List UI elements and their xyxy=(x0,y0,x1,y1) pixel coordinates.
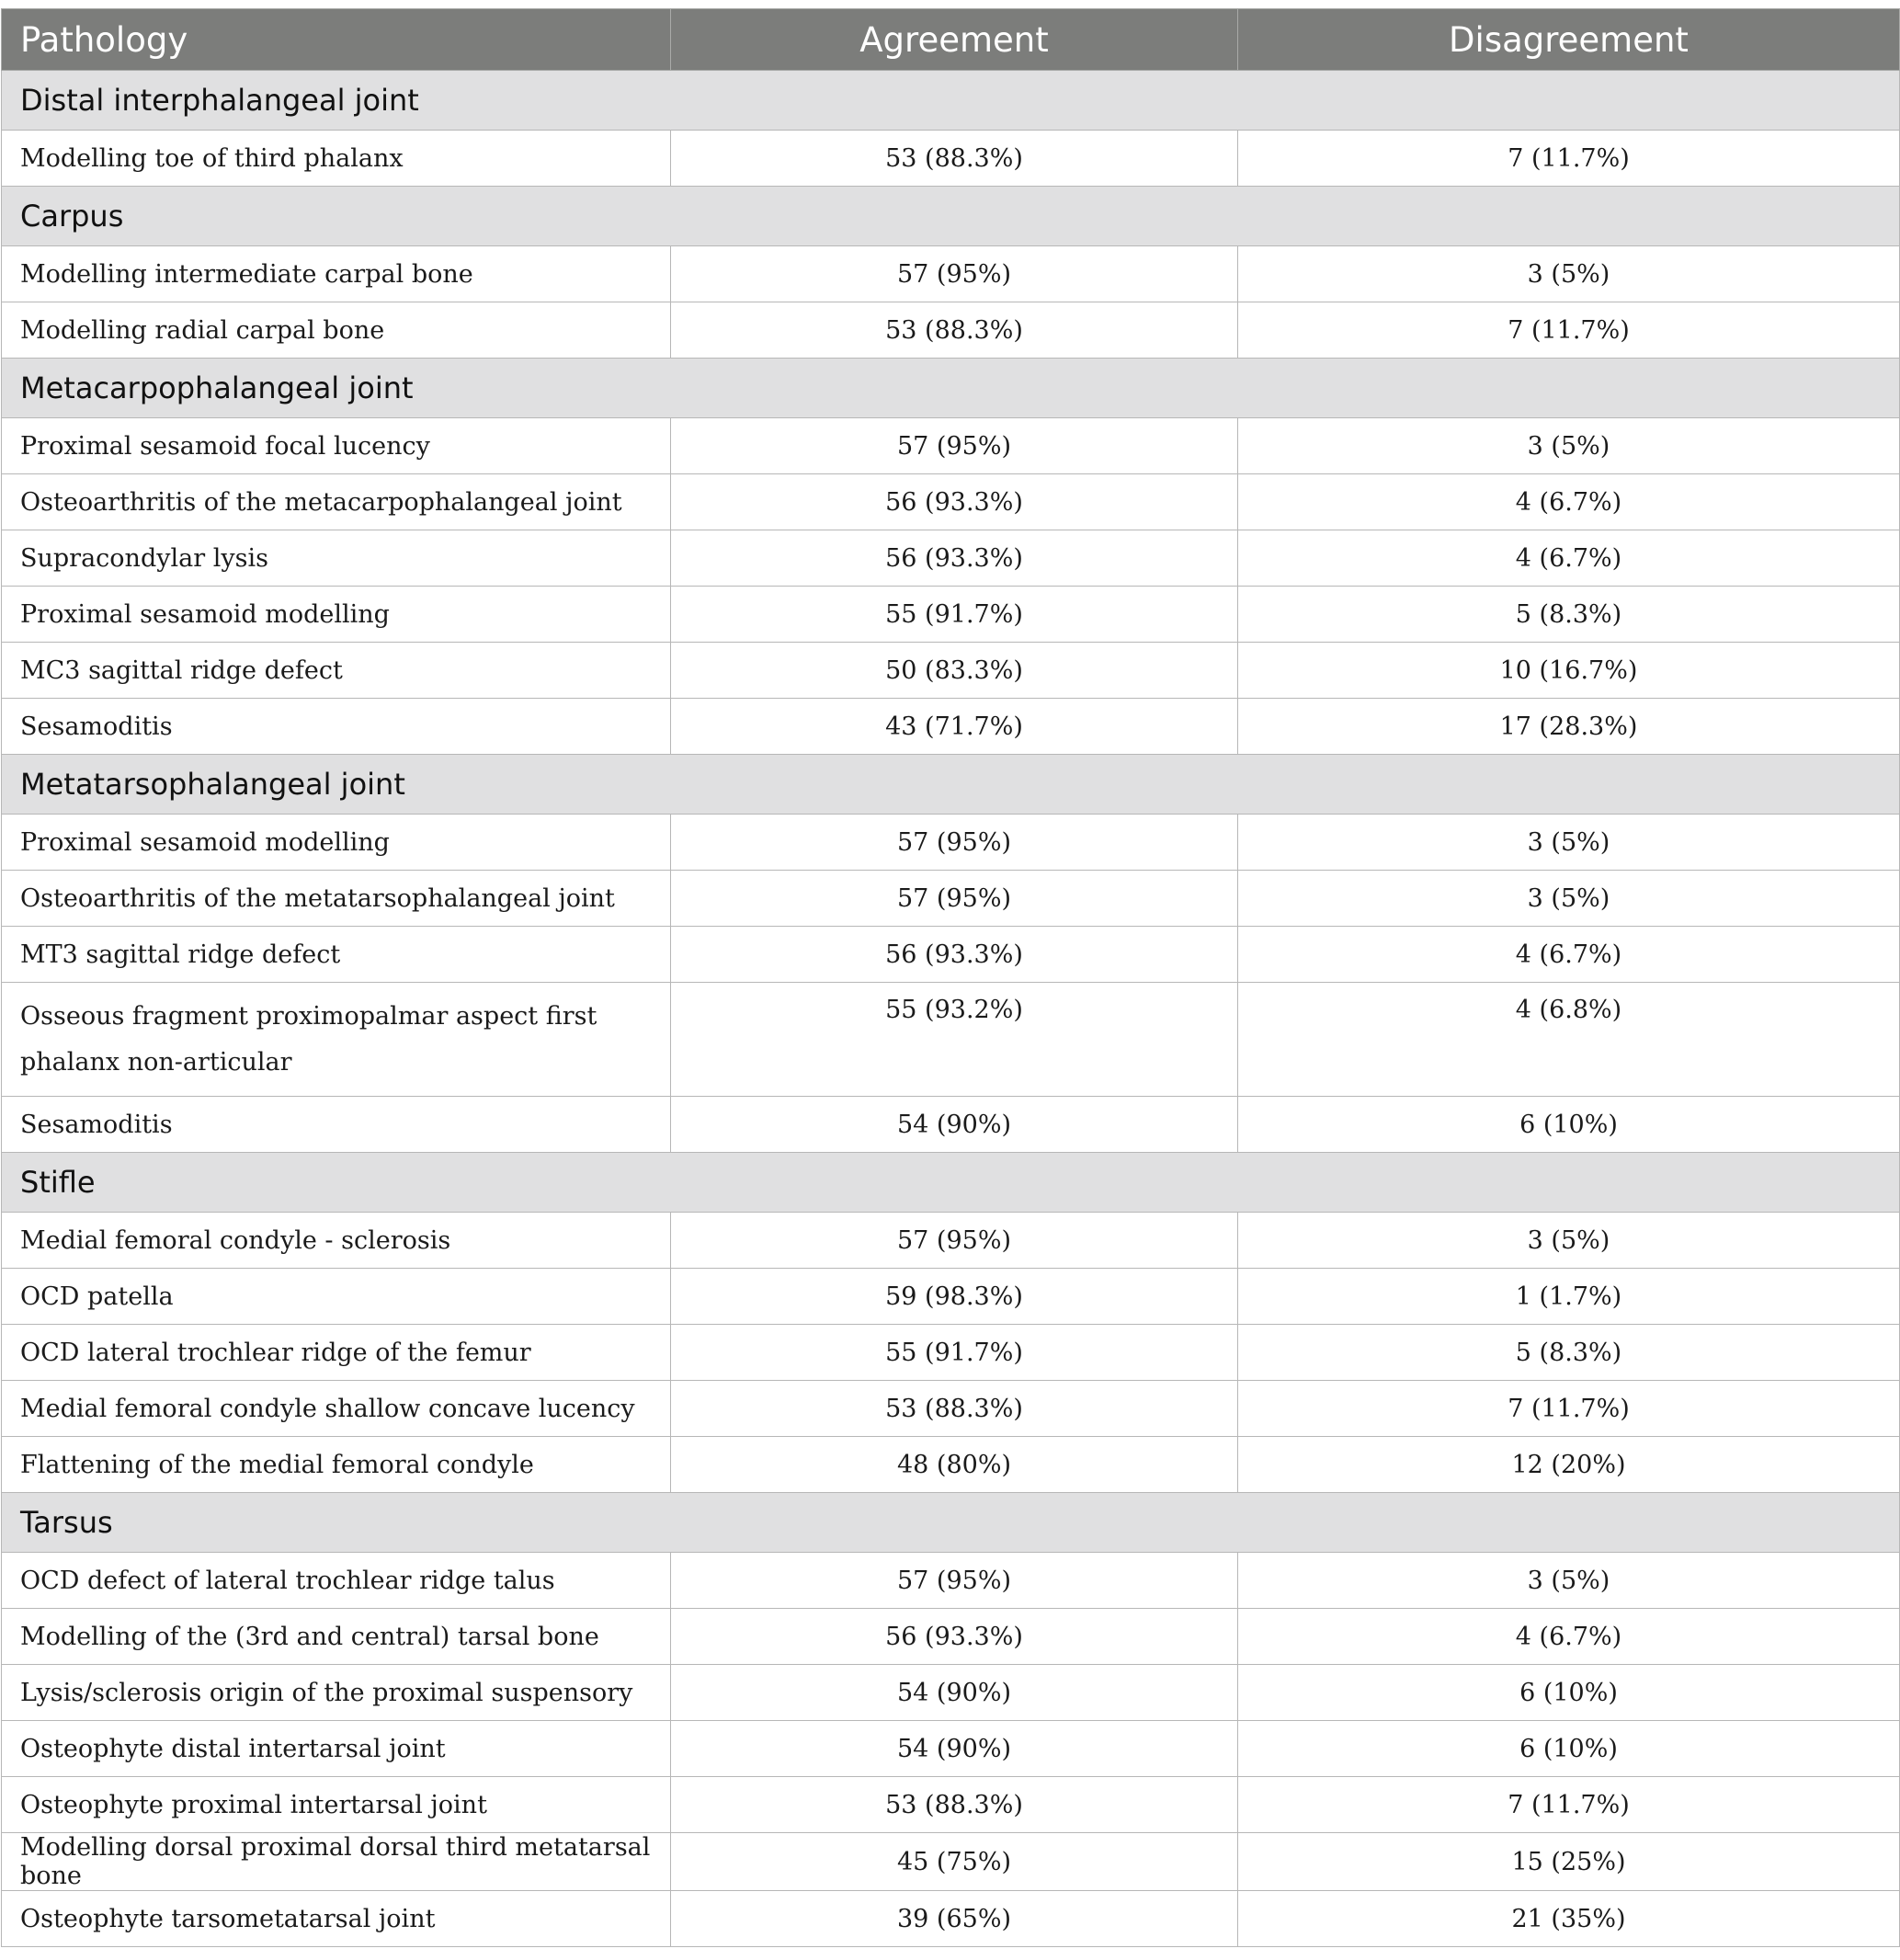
cell-pathology: Modelling of the (3rd and central) tarsal bone xyxy=(2,1609,671,1665)
header-disagreement: Disagreement xyxy=(1238,9,1900,71)
cell-agreement: 55 (91.7%) xyxy=(671,1325,1238,1381)
cell-agreement: 48 (80%) xyxy=(671,1437,1238,1493)
table-row xyxy=(2,474,1900,530)
cell-agreement: 53 (88.3%) xyxy=(671,131,1238,187)
cell-agreement: 57 (95%) xyxy=(671,246,1238,302)
cell-disagreement: 7 (11.7%) xyxy=(1238,131,1900,187)
cell-agreement: 57 (95%) xyxy=(671,815,1238,871)
table-body xyxy=(2,71,1900,1947)
table-row xyxy=(2,1325,1900,1381)
cell-pathology: OCD lateral trochlear ridge of the femur xyxy=(2,1325,671,1381)
header-pathology: Pathology xyxy=(2,9,671,71)
cell-pathology: OCD defect of lateral trochlear ridge talus xyxy=(2,1553,671,1609)
table-row xyxy=(2,1553,1900,1609)
cell-disagreement: 3 (5%) xyxy=(1238,815,1900,871)
table-row xyxy=(2,983,1900,1097)
table-row xyxy=(2,1721,1900,1777)
cell-disagreement: 3 (5%) xyxy=(1238,418,1900,474)
table-row xyxy=(2,530,1900,587)
cell-agreement: 53 (88.3%) xyxy=(671,1381,1238,1437)
section-header-row xyxy=(2,1153,1900,1213)
section-header-row xyxy=(2,71,1900,131)
cell-pathology: Proximal sesamoid focal lucency xyxy=(2,418,671,474)
table-row xyxy=(2,643,1900,699)
cell-pathology: Osteophyte distal intertarsal joint xyxy=(2,1721,671,1777)
cell-pathology: Osteoarthritis of the metacarpophalangeal joint xyxy=(2,474,671,530)
cell-disagreement: 4 (6.7%) xyxy=(1238,927,1900,983)
cell-disagreement: 7 (11.7%) xyxy=(1238,1381,1900,1437)
table-row xyxy=(2,1381,1900,1437)
cell-pathology: Osteophyte proximal intertarsal joint xyxy=(2,1777,671,1833)
cell-pathology: Osteoarthritis of the metatarsophalangeal joint xyxy=(2,871,671,927)
section-header-row xyxy=(2,1493,1900,1553)
cell-pathology: Proximal sesamoid modelling xyxy=(2,587,671,643)
table-row xyxy=(2,815,1900,871)
table-row xyxy=(2,1665,1900,1721)
cell-pathology: Modelling dorsal proximal dorsal third metatarsal bone xyxy=(2,1833,671,1891)
section-header-row xyxy=(2,359,1900,418)
section-title: Metacarpophalangeal joint xyxy=(2,359,1900,418)
table-row xyxy=(2,246,1900,302)
cell-disagreement: 4 (6.7%) xyxy=(1238,474,1900,530)
agreement-table xyxy=(1,8,1900,1947)
section-title: Distal interphalangeal joint xyxy=(2,71,1900,131)
cell-disagreement: 7 (11.7%) xyxy=(1238,1777,1900,1833)
cell-agreement: 50 (83.3%) xyxy=(671,643,1238,699)
section-title: Tarsus xyxy=(2,1493,1900,1553)
cell-pathology: Medial femoral condyle - sclerosis xyxy=(2,1213,671,1269)
table-row xyxy=(2,927,1900,983)
cell-pathology: MC3 sagittal ridge defect xyxy=(2,643,671,699)
cell-pathology: Flattening of the medial femoral condyle xyxy=(2,1437,671,1493)
cell-agreement: 57 (95%) xyxy=(671,1213,1238,1269)
cell-agreement: 39 (65%) xyxy=(671,1891,1238,1947)
table-row xyxy=(2,1833,1900,1891)
cell-agreement: 56 (93.3%) xyxy=(671,474,1238,530)
cell-agreement: 56 (93.3%) xyxy=(671,927,1238,983)
table-row xyxy=(2,1437,1900,1493)
cell-agreement: 57 (95%) xyxy=(671,418,1238,474)
header-agreement: Agreement xyxy=(671,9,1238,71)
cell-pathology: OCD patella xyxy=(2,1269,671,1325)
table-row xyxy=(2,1777,1900,1833)
cell-disagreement: 6 (10%) xyxy=(1238,1665,1900,1721)
cell-disagreement: 4 (6.7%) xyxy=(1238,1609,1900,1665)
cell-pathology: Supracondylar lysis xyxy=(2,530,671,587)
cell-disagreement: 17 (28.3%) xyxy=(1238,699,1900,755)
table-row xyxy=(2,302,1900,359)
cell-disagreement: 12 (20%) xyxy=(1238,1437,1900,1493)
section-header-row xyxy=(2,187,1900,246)
table-row xyxy=(2,871,1900,927)
cell-pathology: Lysis/sclerosis origin of the proximal suspensory xyxy=(2,1665,671,1721)
cell-disagreement: 10 (16.7%) xyxy=(1238,643,1900,699)
cell-disagreement: 15 (25%) xyxy=(1238,1833,1900,1891)
table-row xyxy=(2,1609,1900,1665)
cell-pathology: Osseous fragment proximopalmar aspect first phalanx non-articular xyxy=(2,983,671,1097)
cell-disagreement: 6 (10%) xyxy=(1238,1097,1900,1153)
cell-agreement: 54 (90%) xyxy=(671,1097,1238,1153)
cell-disagreement: 4 (6.8%) xyxy=(1238,983,1900,1097)
cell-agreement: 57 (95%) xyxy=(671,871,1238,927)
cell-pathology: Sesamoditis xyxy=(2,1097,671,1153)
cell-agreement: 53 (88.3%) xyxy=(671,302,1238,359)
cell-agreement: 59 (98.3%) xyxy=(671,1269,1238,1325)
cell-agreement: 55 (93.2%) xyxy=(671,983,1238,1097)
cell-disagreement: 1 (1.7%) xyxy=(1238,1269,1900,1325)
cell-pathology: Osteophyte tarsometatarsal joint xyxy=(2,1891,671,1947)
cell-pathology: Sesamoditis xyxy=(2,699,671,755)
cell-pathology: MT3 sagittal ridge defect xyxy=(2,927,671,983)
cell-agreement: 45 (75%) xyxy=(671,1833,1238,1891)
table-row xyxy=(2,699,1900,755)
section-header-row xyxy=(2,755,1900,815)
table-row xyxy=(2,1891,1900,1947)
cell-pathology: Modelling radial carpal bone xyxy=(2,302,671,359)
table-header-row xyxy=(2,9,1900,71)
cell-pathology: Modelling toe of third phalanx xyxy=(2,131,671,187)
section-title: Carpus xyxy=(2,187,1900,246)
table-row xyxy=(2,1097,1900,1153)
cell-disagreement: 21 (35%) xyxy=(1238,1891,1900,1947)
cell-disagreement: 3 (5%) xyxy=(1238,246,1900,302)
table-row xyxy=(2,1269,1900,1325)
cell-pathology: Modelling intermediate carpal bone xyxy=(2,246,671,302)
table-row xyxy=(2,587,1900,643)
cell-disagreement: 7 (11.7%) xyxy=(1238,302,1900,359)
table-row xyxy=(2,1213,1900,1269)
cell-agreement: 56 (93.3%) xyxy=(671,530,1238,587)
cell-disagreement: 3 (5%) xyxy=(1238,1553,1900,1609)
cell-agreement: 55 (91.7%) xyxy=(671,587,1238,643)
section-title: Metatarsophalangeal joint xyxy=(2,755,1900,815)
cell-disagreement: 5 (8.3%) xyxy=(1238,1325,1900,1381)
cell-disagreement: 6 (10%) xyxy=(1238,1721,1900,1777)
cell-agreement: 43 (71.7%) xyxy=(671,699,1238,755)
cell-agreement: 54 (90%) xyxy=(671,1721,1238,1777)
cell-agreement: 57 (95%) xyxy=(671,1553,1238,1609)
cell-disagreement: 5 (8.3%) xyxy=(1238,587,1900,643)
cell-agreement: 53 (88.3%) xyxy=(671,1777,1238,1833)
cell-pathology: Proximal sesamoid modelling xyxy=(2,815,671,871)
table-row xyxy=(2,418,1900,474)
cell-disagreement: 4 (6.7%) xyxy=(1238,530,1900,587)
cell-pathology: Medial femoral condyle shallow concave lucency xyxy=(2,1381,671,1437)
cell-agreement: 56 (93.3%) xyxy=(671,1609,1238,1665)
cell-disagreement: 3 (5%) xyxy=(1238,1213,1900,1269)
section-title: Stifle xyxy=(2,1153,1900,1213)
cell-agreement: 54 (90%) xyxy=(671,1665,1238,1721)
cell-disagreement: 3 (5%) xyxy=(1238,871,1900,927)
table-row xyxy=(2,131,1900,187)
